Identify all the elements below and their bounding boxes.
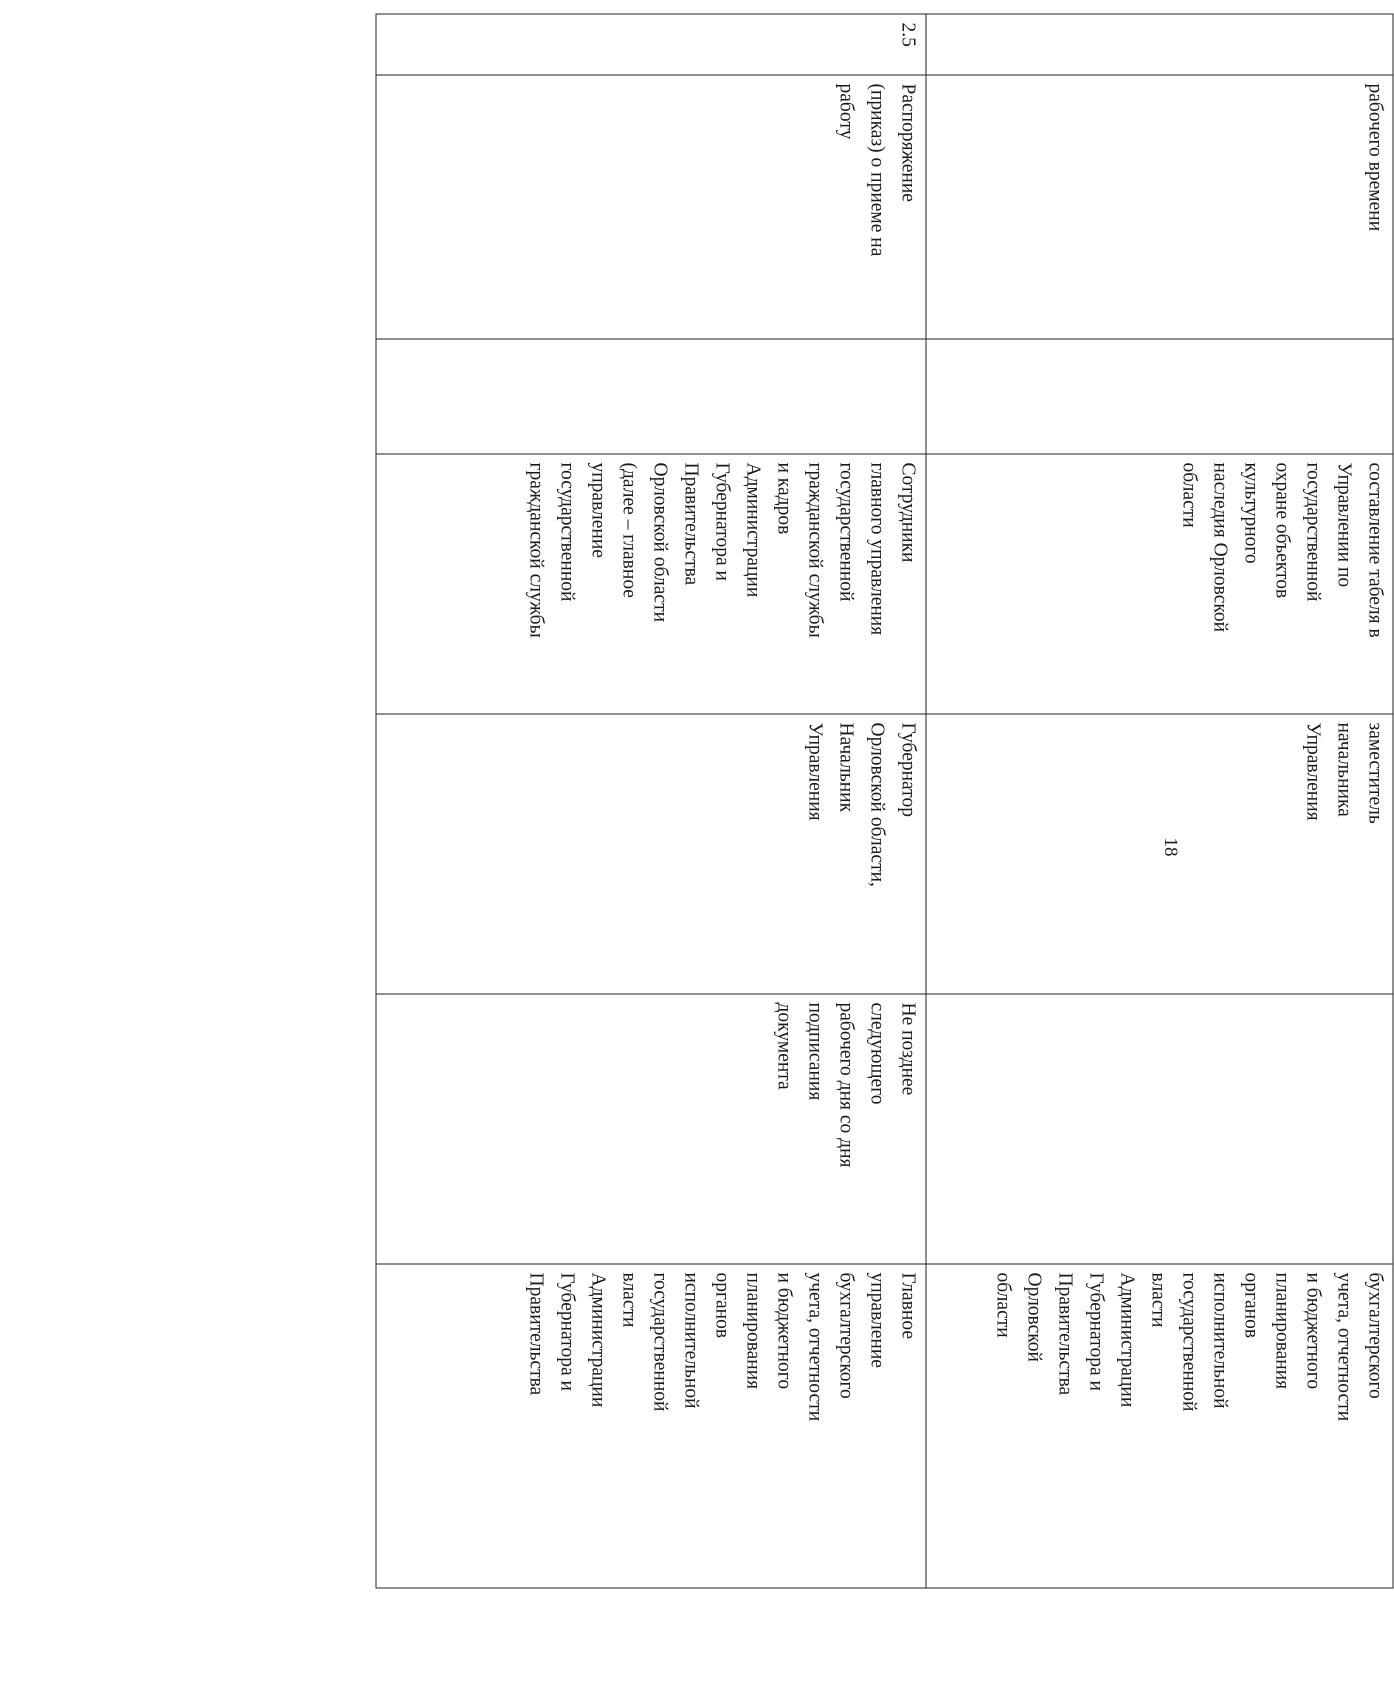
term-cell: Не позднее следующего рабочего дня со дня подписания документа: [376, 994, 926, 1264]
executor-cell: составление табеля в Управлении по государственной охране объектов культурного наследия Орловской области: [926, 454, 1393, 714]
document-table: [376, 14, 1394, 1589]
row-number-cell: [926, 14, 1393, 75]
page-number: 18: [1160, 837, 1181, 857]
recipient-cell: Главное управление бухгалтерского учета, отчетности и бюджетного планирования органов исполнительной государственной власти Администрации Губернатора и Правительства: [376, 1264, 926, 1588]
signer-cell: Губернатор Орловской области, Начальник Управления: [376, 714, 926, 994]
term-cell: [926, 994, 1393, 1264]
row-number-cell: 2.5: [376, 14, 926, 75]
table-row: [376, 14, 926, 1588]
table-row: [926, 14, 1393, 1588]
executor-cell: Сотрудники главного управления государственной гражданской службы и кадров Администрации Губернатора и Правительства Орловской области (далее – главное управление государственной гражданской службы: [376, 454, 926, 714]
document-name-cell: Распоряжение (приказ) о приеме на работу: [376, 75, 926, 339]
document-name-cell: рабочего времени: [926, 75, 1393, 339]
recipient-cell: бухгалтерского учета, отчетности и бюджетного планирования органов исполнительной государственной власти Администрации Губернатора и Правительства Орловской области: [926, 1264, 1393, 1588]
empty-cell: [376, 339, 926, 454]
empty-cell: [926, 339, 1393, 454]
signer-cell: заместитель начальника Управления: [926, 714, 1393, 994]
